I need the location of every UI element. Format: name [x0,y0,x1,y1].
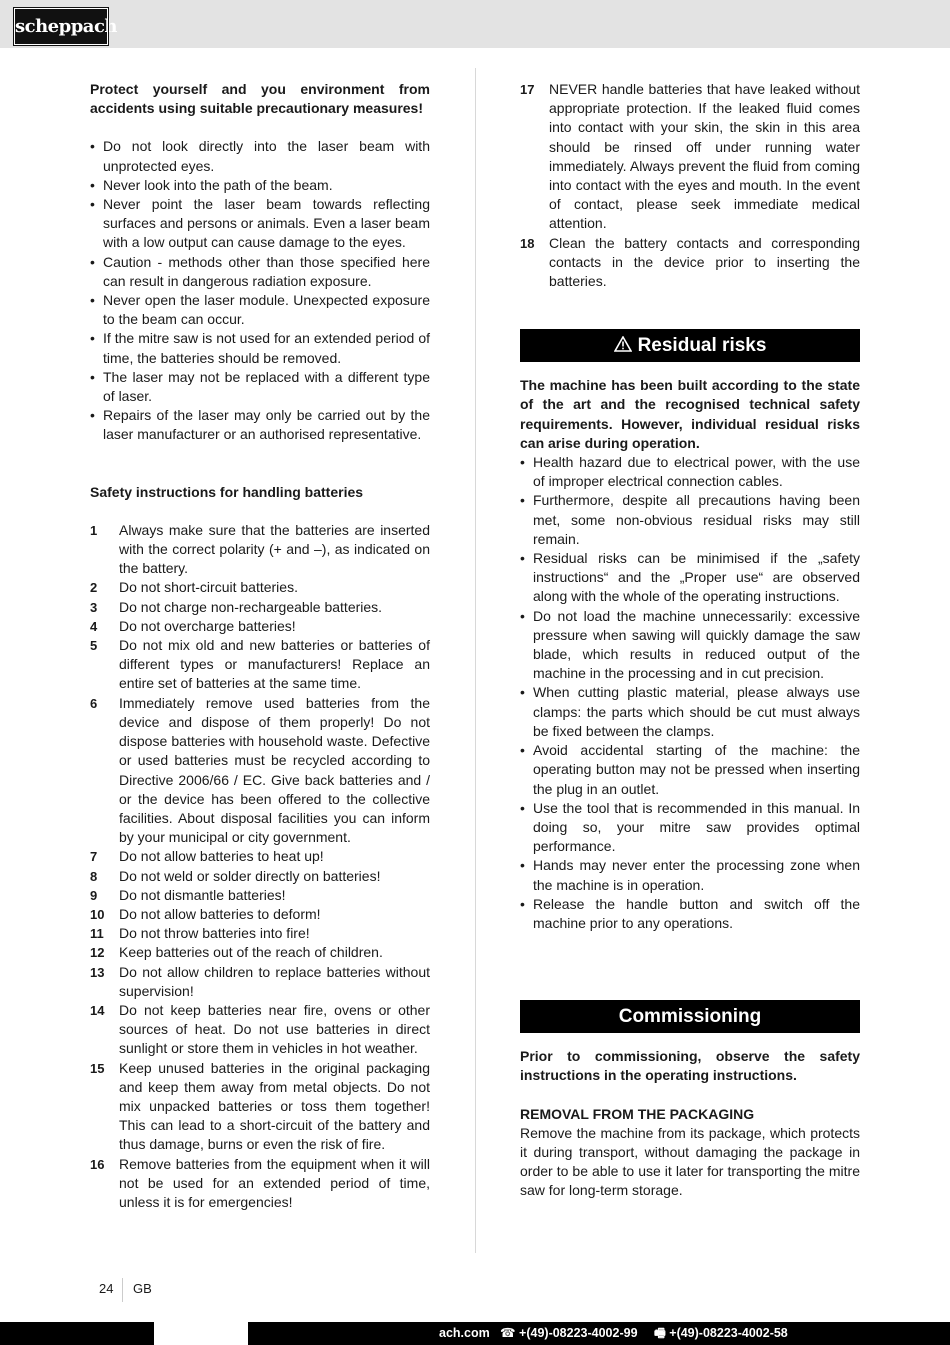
footer-bar-contact [248,1322,950,1345]
item-text: NEVER handle batteries that have leaked without appropriate protection. If the leaked fluid comes into contact with your skin, the skin in this area should be rinsed off under running water immediately. Always prevent the fluid from coming into contact with the eyes and mouth. In the event of contact, please seek immediate medical attention. [549,81,860,232]
battery-instruction-item [90,847,430,866]
battery-instructions-list [90,521,430,1212]
residual-risks-heading [520,329,860,362]
commissioning-heading [520,1000,860,1033]
item-text: Do not dismantle batteries! [119,886,286,903]
battery-instruction-item [90,598,430,617]
residual-risks-list [520,453,860,933]
item-text: Keep unused batteries in the original packaging and keep them away from metal objects. Do not mix unpacked batteries or toss them together! This can lead to a short-circuit of the battery and thus damage, burns or even the risk of fire. [119,1059,430,1153]
item-text: Do not keep batteries near fire, ovens or other sources of heat. Do not use batteries in direct sunlight or store them in vehicles in hot weather. [119,1001,430,1057]
battery-instruction-item [520,80,860,234]
item-number: 12 [90,945,105,961]
residual-risks-title: Residual risks [637,335,767,357]
battery-instruction-item [90,867,430,886]
laser-safety-item: • The laser may not be replaced with a different type of laser. [90,368,430,406]
item-number: 14 [90,1002,105,1018]
residual-risk-item: • Furthermore, despite all precautions having been met, some non-obvious residual risks may still remain. [520,491,860,549]
residual-risk-item: • Release the handle button and switch off the machine prior to any operations. [520,895,860,933]
laser-safety-item: • If the mitre saw is not used for an extended period of time, the batteries should be removed. [90,329,430,367]
battery-instruction-item [90,521,430,579]
battery-instruction-item [90,1155,430,1213]
residual-risk-item: • Use the tool that is recommended in this manual. In doing so, your mitre saw provides optimal performance. [520,799,860,857]
brand-logo: scheppach [14,8,108,45]
battery-instruction-item [90,617,430,636]
website-link[interactable]: ach.com [439,1326,490,1340]
item-text: Do not mix old and new batteries or batteries of different types or manufacturers! Replace an entire set of batteries at the same time. [119,637,430,692]
item-number: 1 [90,522,98,538]
fax-number: 🖷 +(49)-08223-4002-58 [654,1326,788,1340]
item-number: 15 [90,1060,105,1076]
item-text: Do not short-circuit batteries. [119,579,298,596]
battery-instruction-item [90,924,430,943]
removal-text: Remove the machine from its package, which protects it during transport, without damaging the package in order to be able to use it later for transporting the mitre saw for long-term storage. [520,1124,860,1199]
battery-heading: Safety instructions for handling batteries [90,483,364,500]
column-divider [475,68,476,1253]
item-number: 9 [90,887,98,903]
item-number: 5 [90,638,98,654]
language-code: GB [133,1281,152,1296]
laser-safety-item: • Repairs of the laser may only be carried out by the laser manufacturer or an authorised representative. [90,406,430,444]
battery-instruction-item [90,636,430,694]
item-text: Keep batteries out of the reach of children. [119,944,383,961]
left-column [90,80,430,1212]
item-text: Remove batteries from the equipment when it will not be used for an extended period of time, unless it is for emergencies! [119,1155,430,1210]
item-text: Do not allow batteries to deform! [119,905,321,922]
header-bar [0,0,950,48]
item-text: Do not allow children to replace batteries without supervision! [119,963,430,999]
item-number: 13 [90,964,105,980]
item-number: 3 [90,599,98,615]
item-text: Always make sure that the batteries are inserted with the correct polarity (+ and –), as indicated on the battery. [119,521,430,577]
right-column [520,80,860,1201]
battery-instruction-item [90,886,430,905]
item-number: 6 [90,695,98,711]
item-text: Immediately remove used batteries from the device and dispose of them properly! Do not dispose batteries with household waste. Defective or used batteries must be recycled according to Directive 2006/66 / EC. Give back batteries and / or the device has been offered to the collective facilities. About disposal facilities you can inform by your municipal or city government. [119,694,430,846]
item-text: Do not allow batteries to heat up! [119,848,324,865]
laser-safety-list [90,137,430,444]
item-number: 16 [90,1156,105,1172]
residual-risk-item: • Do not load the machine unnecessarily: excessive pressure when sawing will quickly damage the saw blade, which results in reduced output of the machine in the processing and in cut precision. [520,607,860,684]
item-number: 17 [520,82,535,97]
item-number: 2 [90,580,98,596]
laser-intro: Protect yourself and you environment from accidents using suitable precautionary measures! [90,81,430,117]
item-number: 4 [90,618,98,634]
battery-instruction-item [520,234,860,292]
battery-instruction-item [90,578,430,597]
residual-risk-item: • Health hazard due to electrical power, with the use of improper electrical connection cables. [520,453,860,491]
residual-risk-item: • Hands may never enter the processing zone when the machine is in operation. [520,856,860,894]
residual-risk-item: • Residual risks can be minimised if the „safety instructions“ and the „Proper use“ are observed along with the whole of the operating instructions. [520,549,860,607]
laser-safety-item: • Never point the laser beam towards reflecting surfaces and persons or animals. Even a laser beam with a low output can cause damage to the eyes. [90,195,430,253]
item-number: 18 [520,235,535,251]
item-text: Clean the battery contacts and corresponding contacts in the device prior to inserting the batteries. [549,234,860,290]
item-text: Do not overcharge batteries! [119,617,296,634]
commissioning-title: Commissioning [618,1006,762,1028]
item-text: Do not charge non-rechargeable batteries. [119,598,383,615]
laser-safety-item: • Do not look directly into the laser beam with unprotected eyes. [90,137,430,175]
battery-instruction-item [90,943,430,962]
item-text: Do not throw batteries into fire! [119,925,310,942]
battery-instruction-item [90,905,430,924]
item-text: Do not weld or solder directly on batteries! [119,867,381,884]
warning-triangle-icon [614,336,632,352]
battery-instruction-item [90,1001,430,1059]
laser-safety-item: • Never look into the path of the beam. [90,176,430,195]
battery-instruction-item [90,963,430,1001]
phone-number: ☎ +(49)-08223-4002-99 [500,1326,638,1340]
commissioning-intro: Prior to commissioning, observe the safety instructions in the operating instructions. [520,1048,860,1084]
residual-intro: The machine has been built according to the state of the art and the recognised technical safety requirements. However, individual residual risks can arise during operation. [520,377,860,451]
laser-safety-item: • Caution - methods other than those specified here can result in dangerous radiation exposure. [90,253,430,291]
laser-safety-item: • Never open the laser module. Unexpected exposure to the beam can occur. [90,291,430,329]
residual-risk-item: • Avoid accidental starting of the machine: the operating button may not be pressed when inserting the plug in an outlet. [520,741,860,799]
footer-separator [122,1278,123,1302]
battery-instruction-item [90,694,430,848]
page-number: 24 [99,1281,114,1296]
item-number: 11 [90,926,104,942]
residual-risk-item: • When cutting plastic material, please always use clamps: the parts which should be cut must always be fixed between the clamps. [520,683,860,741]
battery-instructions-list-continued [520,80,860,291]
footer-bar-left [0,1322,154,1345]
removal-heading: REMOVAL FROM THE PACKAGING [520,1105,755,1122]
item-number: 7 [90,849,98,865]
item-number: 8 [90,868,98,884]
item-number: 10 [90,906,105,922]
battery-instruction-item [90,1059,430,1155]
